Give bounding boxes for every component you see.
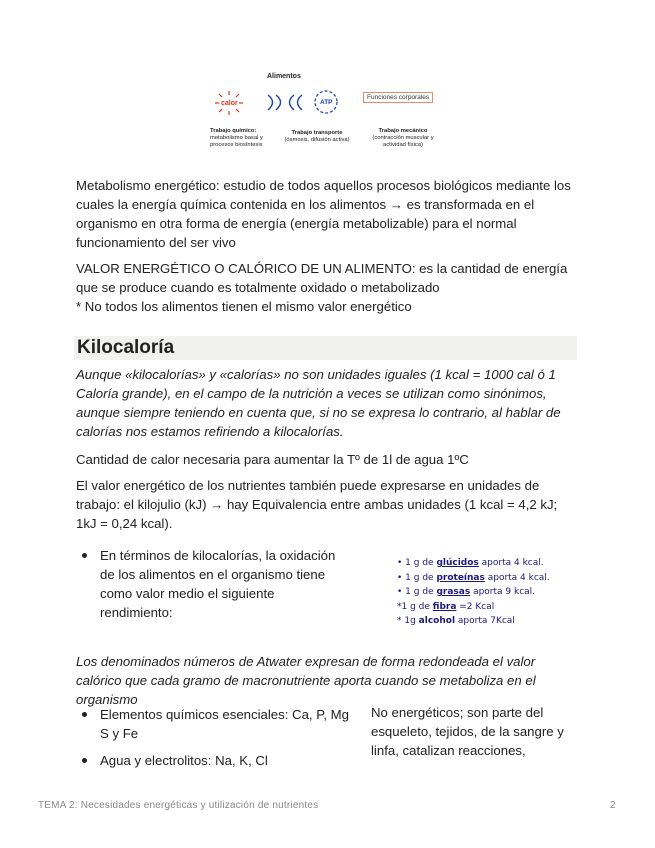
paragraph-kcal-definition: Aunque «kilocalorías» y «calorías» no son unidades iguales (1 kcal = 1000 cal ó 1 Caloría grande), en el campo de la nutrición a veces se utilizan como sinónimos, aunque siempre teniendo en cuenta que, si no se expresa lo contrario, al hablar de calorías nos estamos refiriendo a kilocalorías. — [76, 367, 561, 439]
bullet — [82, 712, 87, 717]
transport-work-label: Trabajo transporte (ósmosis, difusión activa) — [284, 130, 350, 143]
paragraph-valor-energetico: VALOR ENERGÉTICO O CALÓRICO DE UN ALIMENTO: es la cantidad de energía que se produce cuando es totalmente oxidado o metabolizado — [76, 261, 568, 295]
section-heading: Kilocaloría — [74, 336, 577, 360]
bullet — [82, 553, 87, 558]
list-item: *1 g de fibra =2 Kcal — [397, 601, 495, 612]
diagram-title: Alimentos — [267, 73, 301, 80]
list-item: • 1 g de grasas aporta 9 kcal. — [397, 587, 536, 597]
list-item: * 1g alcohol aporta 7Kcal — [397, 616, 515, 626]
bullet-agua: Agua y electrolitos: Na, K, Cl — [100, 753, 268, 768]
bullet-oxidacion: En términos de kilocalorías, la oxidación de los alimentos en el organismo tiene como valor medio el siguiente rendimiento: — [100, 548, 336, 620]
list-item: • 1 g de proteínas aporta 4 kcal. — [397, 572, 550, 583]
bullet-elementos: Elementos químicos esenciales: Ca, P, Mg S y Fe — [100, 707, 349, 741]
chemical-work-label: Trabajo químico: metabolismo basal y procesos biosíntesis — [210, 128, 263, 148]
list-item: • 1 g de glúcidos aporta 4 kcal. — [397, 558, 544, 568]
footer-title: TEMA 2: Necesidades energéticas y utilización de nutrientes — [38, 800, 319, 811]
calorie-values-list — [397, 556, 597, 629]
transform-arrows-icon — [265, 90, 305, 116]
calor-label: calor — [221, 100, 238, 107]
side-note: No energéticos; son parte del esqueleto, tejidos, de la sangre y linfa, catalizan reacciones, — [371, 705, 564, 758]
body-functions-box: Funciones corporales — [363, 92, 433, 103]
atp-label: ATP — [320, 99, 333, 106]
paragraph-cantidad-calor: Cantidad de calor necesaria para aumentar la Tº de 1l de agua 1ºC — [76, 452, 469, 467]
mechanical-work-label: Trabajo mecánico (contracción muscular y actividad física) — [372, 128, 434, 148]
page-number: 2 — [610, 800, 616, 811]
energy-diagram — [205, 70, 450, 160]
paragraph-metabolismo: Metabolismo energético: estudio de todos aquellos procesos biológicos mediante los cuales la energía química contenida en los alimentos → es transformada en el organismo en otra forma de energía (energía metabolizable) para el normal funcionamiento del ser vivo — [76, 178, 571, 250]
bullet — [82, 758, 87, 763]
paragraph-kilojulio: El valor energético de los nutrientes también puede expresarse en unidades de trabajo: el kilojulio (kJ) → hay Equivalencia entre ambas unidades (1 kcal = 4,2 kJ; 1kJ = 0,24 kcal). — [76, 478, 558, 531]
paragraph-atwater: Los denominados números de Atwater expresan de forma redondeada el valor calórico que cada gramo de macronutriente aporta cuando se metaboliza en el organismo — [76, 654, 536, 707]
paragraph-nota: * No todos los alimentos tienen el mismo valor energético — [76, 299, 412, 314]
